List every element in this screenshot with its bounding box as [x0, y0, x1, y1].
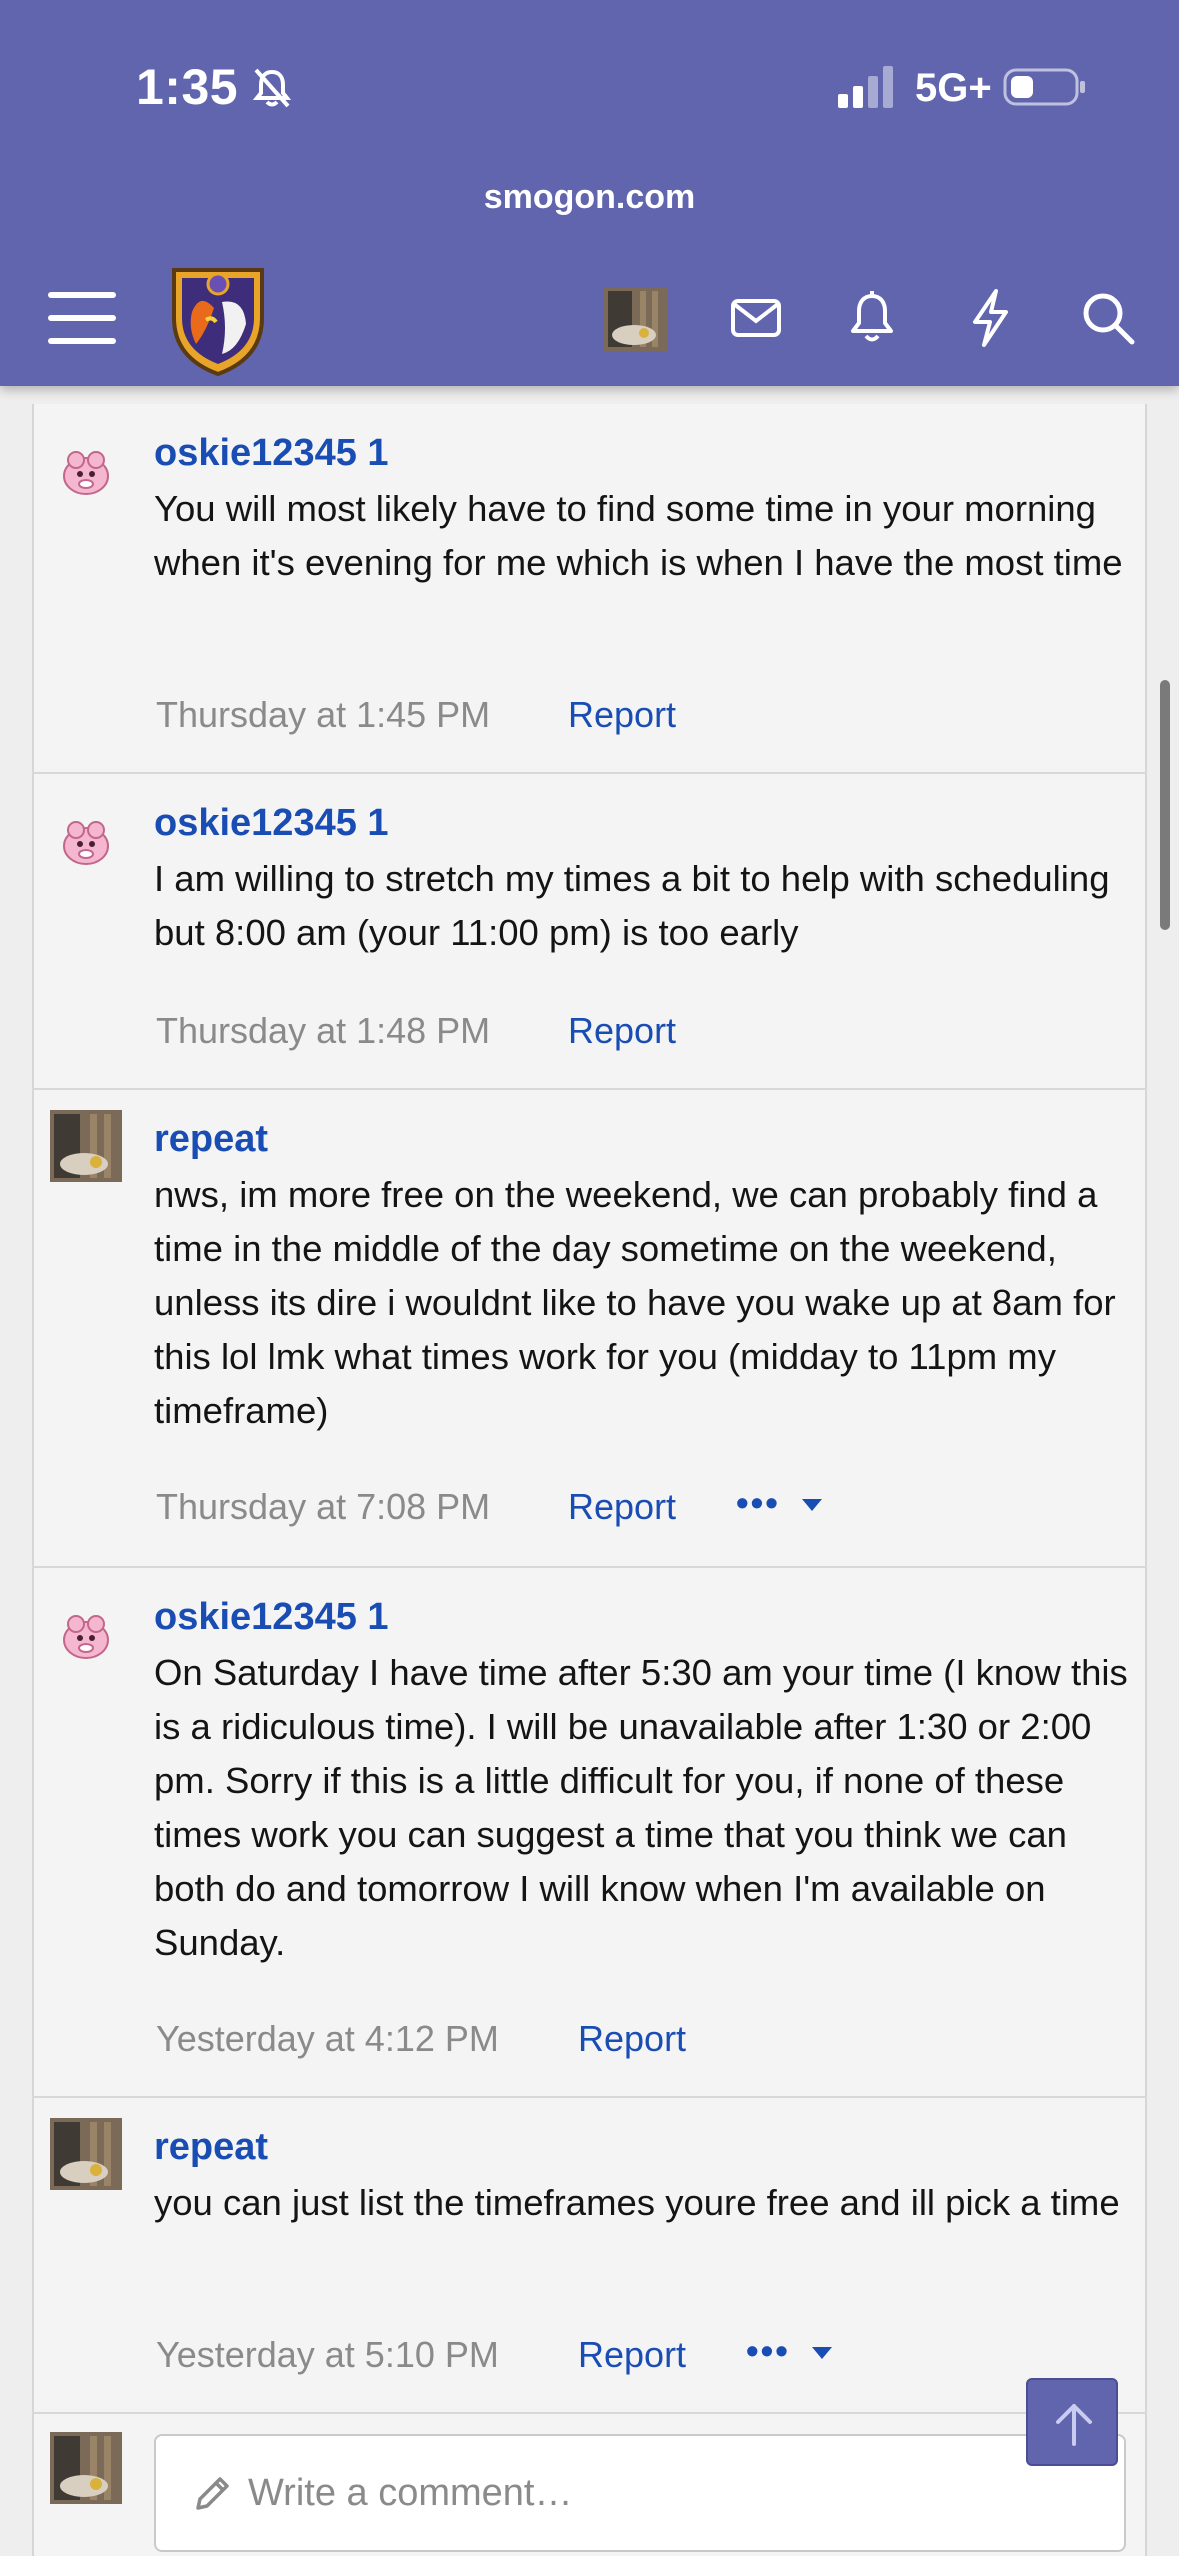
report-link[interactable]: Report: [568, 694, 677, 735]
arrow-up-icon: [1050, 2400, 1098, 2448]
more-options-button[interactable]: [746, 2330, 834, 2372]
pokemon-avatar[interactable]: [50, 802, 122, 874]
comment-username[interactable]: oskie12345 1: [154, 432, 389, 474]
pencil-icon: [190, 2472, 234, 2516]
comment-username[interactable]: repeat: [154, 2126, 269, 2168]
pokemon-avatar[interactable]: [50, 1596, 122, 1668]
comment-timestamp[interactable]: Thursday at 1:45 PM: [156, 694, 491, 735]
report-link[interactable]: Report: [568, 1010, 677, 1051]
bell-icon[interactable]: [846, 290, 898, 346]
bell-muted-icon: [250, 66, 294, 110]
report-link[interactable]: Report: [568, 1486, 677, 1527]
user-avatar[interactable]: [50, 1110, 122, 1182]
status-time: 1:35: [136, 59, 239, 115]
comment-item: [32, 1090, 1147, 1568]
battery-icon: [1003, 66, 1087, 108]
comment-item: [32, 404, 1147, 774]
comment-timestamp[interactable]: Yesterday at 4:12 PM: [156, 2018, 499, 2059]
report-link[interactable]: Report: [578, 2018, 687, 2059]
comment-text: You will most likely have to find some time in your morning when it's evening for me which is when I have the most time: [154, 488, 1123, 583]
user-avatar: [50, 2432, 122, 2504]
comment-text: On Saturday I have time after 5:30 am your time (I know this is a ridiculous time). I will be unavailable after 1:30 or 2:00 pm. Sorry if this is a little difficult for you, if none of these times work you can suggest a time that you think we can both do and tomorrow I will know when I'm available on Sunday.: [154, 1652, 1128, 1963]
scroll-to-top-button[interactable]: [1026, 2378, 1118, 2466]
comment-text: I am willing to stretch my times a bit to help with scheduling but 8:00 am (your 11:00 pm) is too early: [154, 858, 1110, 953]
page-scrollbar[interactable]: [1160, 680, 1170, 930]
comment-item: [32, 774, 1147, 1090]
comment-username[interactable]: repeat: [154, 1118, 269, 1160]
comment-timestamp[interactable]: Yesterday at 5:10 PM: [156, 2334, 499, 2375]
lightning-icon[interactable]: [966, 288, 1014, 348]
comment-input[interactable]: [154, 2434, 1126, 2552]
more-dots: •••: [746, 2330, 790, 2371]
top-header: [0, 0, 1179, 386]
comment-username[interactable]: oskie12345 1: [154, 1596, 389, 1638]
smogon-logo[interactable]: [166, 262, 270, 376]
search-icon[interactable]: [1080, 290, 1136, 346]
comment-input-placeholder: Write a comment…: [248, 2472, 573, 2514]
network-type: 5G+: [915, 66, 992, 110]
caret-down-icon: [800, 1497, 824, 1513]
report-link[interactable]: Report: [578, 2334, 687, 2375]
more-dots: •••: [736, 1482, 780, 1523]
hamburger-menu-icon[interactable]: [48, 290, 116, 346]
cellular-signal-icon: [838, 66, 898, 108]
comment-text: nws, im more free on the weekend, we can probably find a time in the middle of the day sometime on the weekend, unless its dire i wouldnt like to have you wake up at 8am for this lol lmk what times work for you (midday to 11pm my timeframe): [154, 1174, 1116, 1431]
caret-down-icon: [810, 2345, 834, 2361]
comment-timestamp[interactable]: Thursday at 7:08 PM: [156, 1486, 491, 1527]
pokemon-avatar[interactable]: [50, 432, 122, 504]
mail-icon[interactable]: [730, 294, 782, 342]
more-options-button[interactable]: [736, 1482, 824, 1524]
comment-timestamp[interactable]: Thursday at 1:48 PM: [156, 1010, 491, 1051]
comment-item: [32, 2098, 1147, 2414]
comment-username[interactable]: oskie12345 1: [154, 802, 389, 844]
user-avatar[interactable]: [604, 287, 668, 351]
user-avatar[interactable]: [50, 2118, 122, 2190]
comment-item: [32, 1568, 1147, 2098]
comment-text: you can just list the timeframes youre free and ill pick a time: [154, 2182, 1120, 2223]
browser-url[interactable]: smogon.com: [483, 178, 696, 216]
